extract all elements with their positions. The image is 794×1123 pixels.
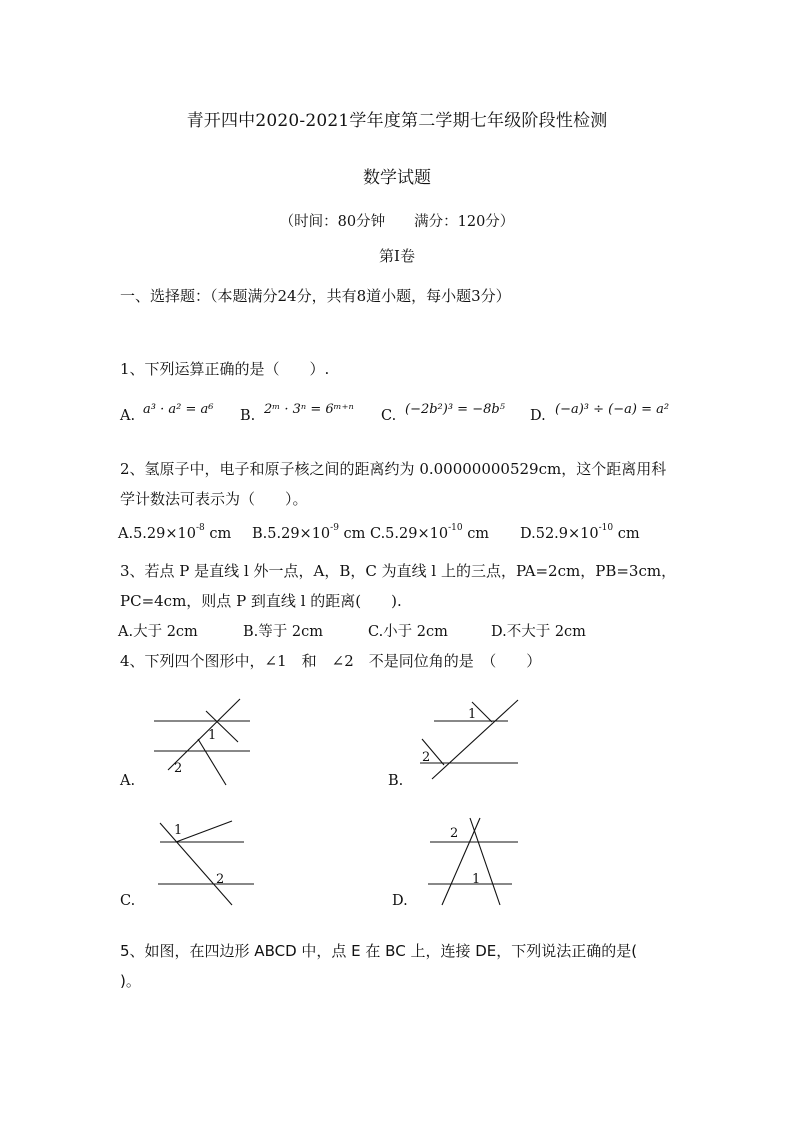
q2-option-c	[370, 523, 489, 542]
fig-c-angle-2: 2	[216, 872, 225, 887]
fig-d-angle-2: 2	[450, 826, 459, 841]
q1-option-b-label: B.	[240, 408, 256, 424]
q4-figure-b-label: B.	[388, 773, 404, 789]
question-5-stem-line2: )。	[120, 972, 141, 990]
fig-b-angle-2: 2	[422, 750, 431, 765]
q1-option-c-label: C.	[381, 408, 397, 424]
q1-option-c-expr: (−2b²)³ = −8b⁵	[405, 402, 505, 417]
fig-c-transversal	[160, 823, 232, 905]
fig-c-angle-1: 1	[174, 823, 183, 838]
exam-title: 青开四中2020-2021学年度第二学期七年级阶段性检测	[186, 111, 608, 131]
section-heading: 一、选择题：（本题满分24分，共有8道小题，每小题3分）	[120, 287, 511, 305]
fig-b-angle-1: 1	[468, 707, 477, 722]
fig-a-angle-1: 1	[208, 728, 217, 743]
q4-figure-b	[410, 695, 540, 790]
q4-figure-a	[140, 695, 265, 790]
q2-c-text: C.5.29×	[370, 526, 430, 542]
fig-d-right-line	[470, 818, 500, 905]
q2-b-unit: cm	[343, 526, 366, 542]
question-3-stem-line2: PC=4cm，则点 P 到直线 l 的距离( ).	[120, 592, 402, 610]
question-2-stem-line1: 2、氢原子中，电子和原子核之间的距离约为 0.00000000529cm，这个距离用科	[120, 460, 667, 478]
q2-c-unit: cm	[467, 526, 490, 542]
q4-figure-a-label: A.	[120, 773, 136, 789]
question-5-stem-line1: 5、如图，在四边形 ABCD 中，点 E 在 BC 上，连接 DE，下列说法正确的是(	[120, 942, 638, 960]
question-2-stem-line2: 学计数法可表示为（ ）。	[120, 490, 308, 508]
q2-d-text: D.52.9×	[520, 526, 581, 542]
q2-c-base: 10	[429, 526, 449, 542]
q1-option-d-label: D.	[530, 408, 546, 424]
q3-option-d: D.不大于 2cm	[491, 624, 586, 640]
q2-b-text: B.5.29×	[252, 526, 312, 542]
exam-subtitle: 数学试题	[363, 168, 431, 188]
fig-a-transversal	[168, 699, 240, 770]
fig-a-angle-2: 2	[174, 761, 183, 776]
time-score-info: （时间：80分钟 满分：120分）	[279, 214, 515, 230]
q3-option-b: B.等于 2cm	[243, 624, 323, 640]
q1-option-a-label: A.	[120, 408, 136, 424]
fig-a-second-line	[198, 739, 226, 785]
q4-figure-c-label: C.	[120, 893, 136, 909]
q2-b-power: -9	[330, 523, 339, 533]
volume-label: 第Ⅰ卷	[379, 247, 415, 265]
q2-a-unit: cm	[209, 526, 232, 542]
q2-d-power: -10	[598, 523, 614, 533]
q3-option-c: C.小于 2cm	[368, 624, 448, 640]
q1-option-d-expr: (−a)³ ÷ (−a) = a²	[555, 402, 670, 417]
q2-d-base: 10	[580, 526, 599, 542]
q2-a-power: -8	[195, 523, 205, 533]
q2-d-unit: cm	[617, 526, 640, 542]
q1-option-a-expr: a³ · a² = a⁶	[143, 402, 214, 417]
q2-option-b	[252, 523, 365, 542]
q2-a-base: 10	[177, 526, 196, 542]
question-4-stem: 4、下列四个图形中，∠1 和 ∠2 不是同位角的是 （ ）	[120, 652, 542, 670]
q2-a-text: A.5.29×	[118, 526, 178, 542]
q3-option-a: A.大于 2cm	[118, 624, 198, 640]
q4-figure-d	[420, 815, 530, 910]
fig-c-ray	[176, 821, 232, 842]
q2-c-power: -10	[448, 523, 463, 533]
q2-option-d	[520, 523, 640, 542]
fig-d-angle-1: 1	[472, 872, 481, 887]
q2-option-a	[118, 523, 231, 542]
q4-figure-c	[150, 815, 265, 910]
question-1-stem: 1、下列运算正确的是（ ）.	[120, 360, 330, 378]
q4-figure-d-label: D.	[392, 893, 408, 909]
q1-option-b-expr: 2ᵐ · 3ⁿ = 6ᵐ⁺ⁿ	[264, 402, 354, 417]
question-3-stem-line1: 3、若点 P 是直线 l 外一点，A，B，C 为直线 l 上的三点，PA=2cm，PB=3cm，	[120, 562, 677, 580]
q2-b-base: 10	[311, 526, 331, 542]
